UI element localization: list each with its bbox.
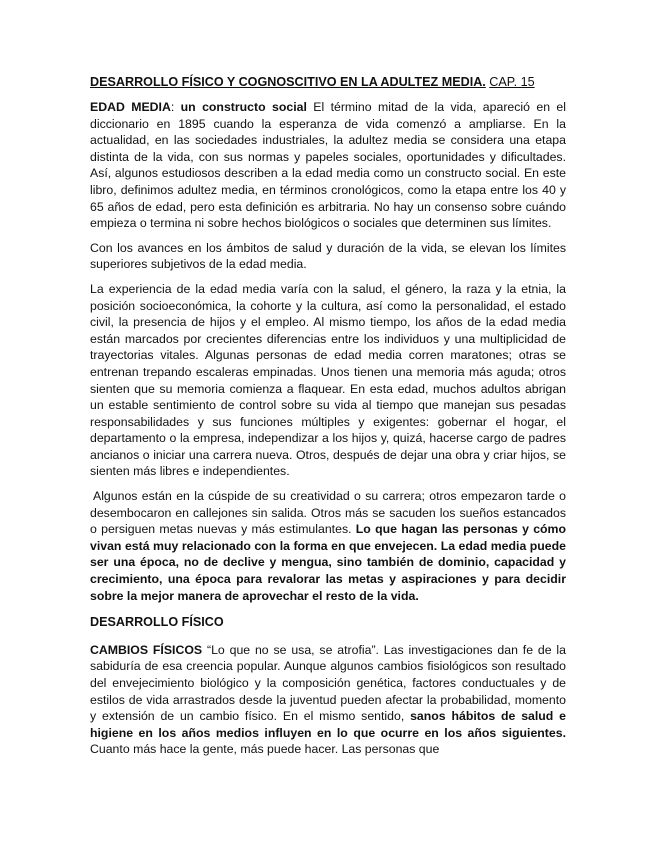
title-chapter: CAP. 15 (489, 75, 535, 89)
paragraph-cambios-fisicos (90, 642, 566, 758)
paragraph-creatividad (90, 488, 566, 604)
title-main: DESARROLLO FÍSICO Y COGNOSCITIVO EN LA ADULTEZ MEDIA. (90, 75, 486, 89)
paragraph-bold: Lo que hagan las personas y cómo vivan está muy relacionado con la forma en que envejecen. La edad media puede ser una época, no de declive y mengua, sino también de dominio, capacidad y crecimiento, una época para revalorar las metas y aspiraciones y para decidir sobre la mejor manera de aprovechar el resto de la vida. (90, 522, 566, 603)
paragraph-limites: Con los avances en los ámbitos de salud y duración de la vida, se elevan los límites superiores subjetivos de la edad media. (90, 240, 566, 272)
paragraph-text: “Lo que no se usa, se atrofia”. Las investigaciones dan fe de la sabiduría de esa creencia popular. Aunque algunos cambios fisiológicos son resultado del envejecimiento biológico y la composición genética, factores conductuales y de estilos de vida arrastrados desde la juventud pueden afectar la probabilidad, momento y extensión de un cambio físico. En el mismo sentido, (90, 642, 566, 724)
paragraph-sublead: un constructo social (180, 100, 307, 114)
paragraph-separator: : (170, 100, 181, 114)
paragraph-tail: Cuanto más hace la gente, más puede hacer. Las personas que (90, 742, 440, 757)
paragraph-experiencia: La experiencia de la edad media varía con la salud, el género, la raza y la etnia, la posición socioeconómica, la cohorte y la cultura, así como la personalidad, el estado civil, la presencia de hijos y el empleo. Al mismo tiempo, los años de la edad media están marcados por crecientes diferencias entre los individuos y una multiplicidad de trayectorias vitales. Algunas personas de edad media corren maratones; otras se entrenan trepando escaleras empinadas. Unos tienen una memoria más aguda; otros sienten que su memoria comienza a flaquear. En esta edad, muchos adultos abrigan un estable sentimiento de control sobre su vida al tiempo que manejan sus pesadas responsabilidades y sus funciones múltiples y exigentes: gobernar el hogar, el departamento o la empresa, independizar a los hijos y, quizá, hacerse cargo de padres ancianos o iniciar una carrera nueva. Otros, después de dejar una obra y criar hijos, se sienten más libres e independientes. (90, 281, 566, 479)
document-page (90, 74, 566, 766)
paragraph-text: El término mitad de la vida, apareció en el diccionario en 1895 cuando la esperanza de vida comenzó a ampliarse. En la actualidad, en las sociedades industriales, la adultez media se considera una etapa distinta de la vida, con sus normas y papeles sociales, oportunidades y dificultades. Así, algunos estudiosos describen a la edad media como un constructo social. En este libro, definimos adultez media, en términos cronológicos, como la etapa entre los 40 y 65 años de edad, pero esta definición es arbitraria. No hay un consenso sobre cuándo empieza o termina ni sobre hechos biológicos o sociales que determinen sus límites. (90, 100, 566, 231)
paragraph-lead: CAMBIOS FÍSICOS (90, 642, 203, 657)
paragraph-edad-media (90, 99, 566, 232)
paragraph-bold: sanos hábitos de salud e higiene en los años medios influyen en lo que ocurre en los años siguientes. (90, 709, 566, 740)
paragraph-text: Algunos están en la cúspide de su creatividad o su carrera; otros empezaron tarde o desembocaron en callejones sin salida. Otros más se sacuden los sueños estancados o persiguen metas nuevas y más estimulantes. (90, 489, 566, 537)
document-title (90, 74, 566, 91)
paragraph-lead: EDAD MEDIA (90, 100, 171, 114)
section-heading: DESARROLLO FÍSICO (90, 615, 224, 630)
